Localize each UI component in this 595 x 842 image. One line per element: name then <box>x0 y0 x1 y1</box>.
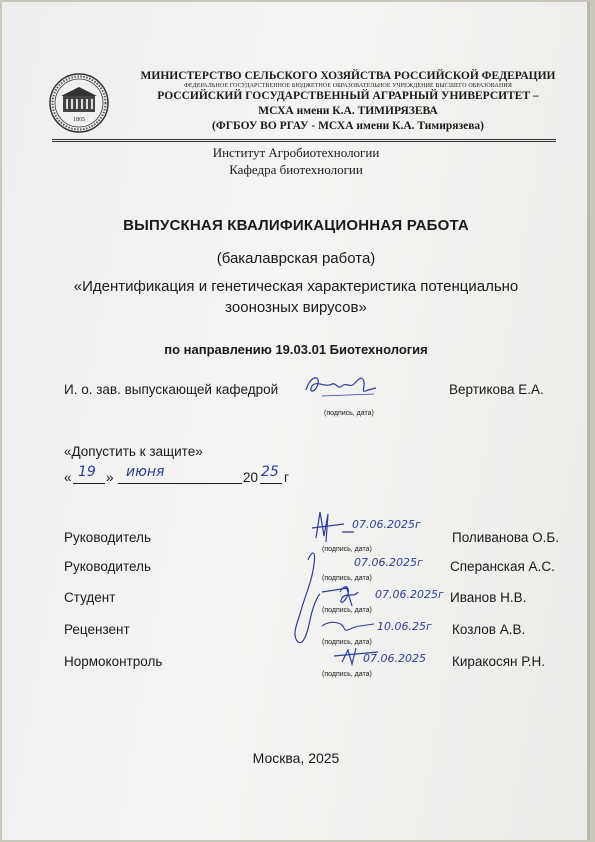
signatory-date: 07.06.2025г <box>354 556 423 569</box>
city-year: Москва, 2025 <box>252 750 340 766</box>
signatory-caption: (подпись, дата) <box>322 575 372 582</box>
signatures-drawing <box>282 502 452 672</box>
signatory-name: Козлов А.В. <box>452 622 526 637</box>
topic-line-2: зоонозных вирусов» <box>225 299 367 316</box>
institution-type: ФЕДЕРАЛЬНОЕ ГОСУДАРСТВЕННОЕ БЮДЖЕТНОЕ ОБРАЗОВАТЕЛЬНОЕ УЧРЕЖДЕНИЕ ВЫСШЕГО ОБРАЗОВАНИЯ <box>184 83 512 89</box>
study-direction: по направлению 19.03.01 Биотехнология <box>164 342 428 357</box>
signatory-name: Сперанская А.С. <box>450 559 555 574</box>
signatory-name: Поливанова О.Б. <box>452 530 559 545</box>
document-page <box>2 2 590 840</box>
signatory-date: 07.06.2025г <box>375 588 444 601</box>
topic-line-1: «Идентификация и генетическая характеристика потенциально <box>73 278 519 295</box>
signatory-caption: (подпись, дата) <box>322 671 372 678</box>
head-of-dept-name: Вертикова Е.А. <box>449 382 544 397</box>
signatory-caption: (подпись, дата) <box>322 639 372 646</box>
head-of-dept-caption: (подпись, дата) <box>324 410 374 417</box>
signatory-role: Студент <box>64 590 116 605</box>
signatory-caption: (подпись, дата) <box>322 546 372 553</box>
admit-year-suffix: 25 <box>261 464 279 480</box>
signatory-name: Киракосян Р.Н. <box>452 654 545 669</box>
header-rule-top <box>52 139 556 140</box>
signatory-date: 07.06.2025г <box>352 518 421 531</box>
department-name: Кафедра биотехнологии <box>229 162 363 177</box>
signatory-role: Рецензент <box>64 622 130 637</box>
ministry-name: МИНИСТЕРСТВО СЕЛЬСКОГО ХОЗЯЙСТВА РОССИЙСКОЙ ФЕДЕРАЦИИ <box>140 70 556 82</box>
signatory-role: Нормоконтроль <box>64 654 163 669</box>
work-title: ВЫПУСКНАЯ КВАЛИФИКАЦИОННАЯ РАБОТА <box>123 217 469 234</box>
head-of-dept-label: И. о. зав. выпускающей кафедрой <box>64 382 279 397</box>
head-of-dept-signature <box>302 370 382 400</box>
signatory-role: Руководитель <box>64 559 151 574</box>
signatory-role: Руководитель <box>64 530 151 545</box>
admit-open-quote: « <box>64 470 72 485</box>
signatory-name: Иванов Н.В. <box>450 590 527 605</box>
admit-close-quote: » <box>106 470 114 485</box>
university-name: РОССИЙСКИЙ ГОСУДАРСТВЕННЫЙ АГРАРНЫЙ УНИВЕРСИТЕТ – <box>157 90 539 102</box>
logo-year: 1865 <box>73 117 85 123</box>
signatory-caption: (подпись, дата) <box>322 607 372 614</box>
admit-month: июня <box>126 464 165 480</box>
admit-year-prefix: 20 <box>243 470 259 485</box>
signatory-date: 10.06.25г <box>377 620 432 633</box>
institute-name: Институт Агробиотехнологии <box>212 145 380 160</box>
admit-label: «Допустить к защите» <box>64 444 203 459</box>
admit-day: 19 <box>78 464 96 480</box>
admit-year-unit: г <box>284 470 289 485</box>
header-rule-bottom <box>52 141 556 142</box>
work-subtitle: (бакалаврская работа) <box>216 250 376 267</box>
university-short-name: (ФГБОУ ВО РГАУ - МСХА имени К.А. Тимирязева) <box>212 120 484 132</box>
signatory-date: 07.06.2025 <box>363 652 426 665</box>
university-logo <box>48 72 110 134</box>
mskha-name: МСХА имени К.А. ТИМИРЯЗЕВА <box>258 105 438 117</box>
